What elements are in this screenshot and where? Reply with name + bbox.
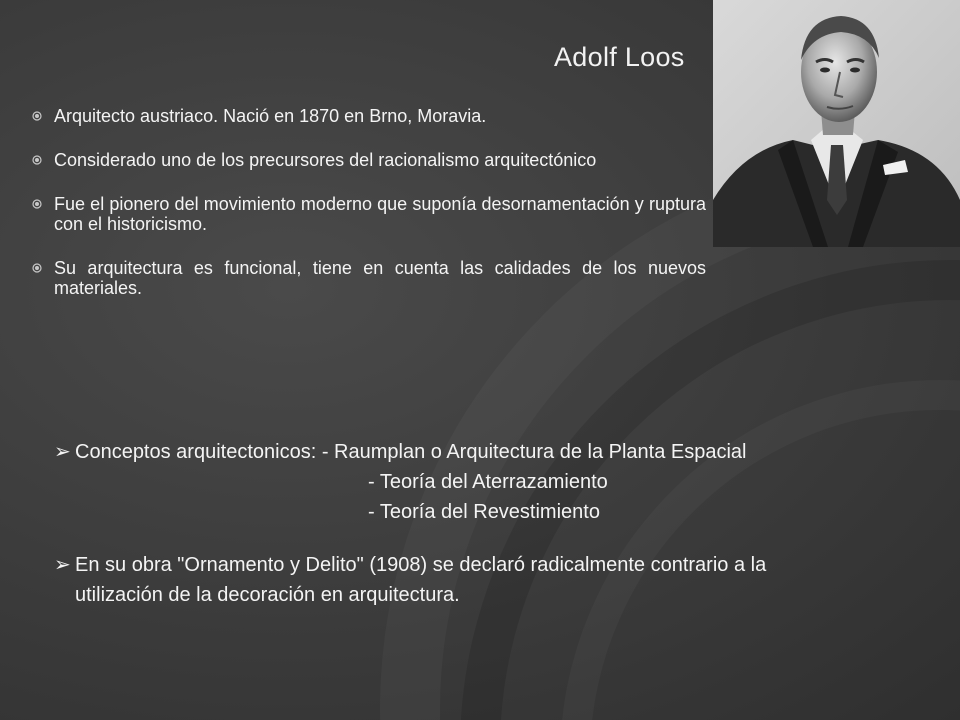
circle-bullet-icon [32, 155, 42, 165]
bullet-text: Su arquitectura es funcional, tiene en cuenta las calidades de los nuevos materiales. [54, 258, 706, 298]
circle-bullet-icon [32, 199, 42, 209]
bullet-item [32, 194, 706, 234]
bullet-text: Considerado uno de los precursores del racionalismo arquitectónico [54, 150, 597, 170]
circle-bullet-icon [32, 263, 42, 273]
ornamento-text: En su obra "Ornamento y Delito" (1908) se declaró radicalmente contrario a la [75, 554, 767, 576]
concept-line [54, 437, 924, 467]
bullet-list [32, 106, 706, 322]
ornamento-text: utilización de la decoración en arquitectura. [75, 584, 460, 606]
concepts-block [54, 437, 924, 527]
bullet-text: Arquitecto austriaco. Nació en 1870 en Brno, Moravia. [54, 106, 487, 126]
ornamento-line [54, 550, 914, 580]
concept-item: - Raumplan o Arquitectura de la Planta Espacial [321, 441, 747, 463]
concept-item: - Teoría del Aterrazamiento [368, 471, 608, 493]
bullet-item [32, 258, 706, 298]
concept-item: - Teoría del Revestimiento [368, 501, 600, 523]
bullet-item [32, 106, 706, 126]
arrow-bullet-icon: ➢ [54, 554, 71, 576]
ornamento-block [54, 550, 914, 610]
portrait-photo [713, 0, 960, 247]
circle-bullet-icon [32, 111, 42, 121]
arrow-bullet-icon: ➢ [54, 441, 71, 463]
slide-title: Adolf Loos [554, 42, 685, 72]
concepts-label: Conceptos arquitectonicos: [75, 441, 317, 463]
bullet-item [32, 150, 706, 170]
bullet-text: Fue el pionero del movimiento moderno que suponía desornamentación y ruptura con el historicismo. [54, 194, 706, 234]
